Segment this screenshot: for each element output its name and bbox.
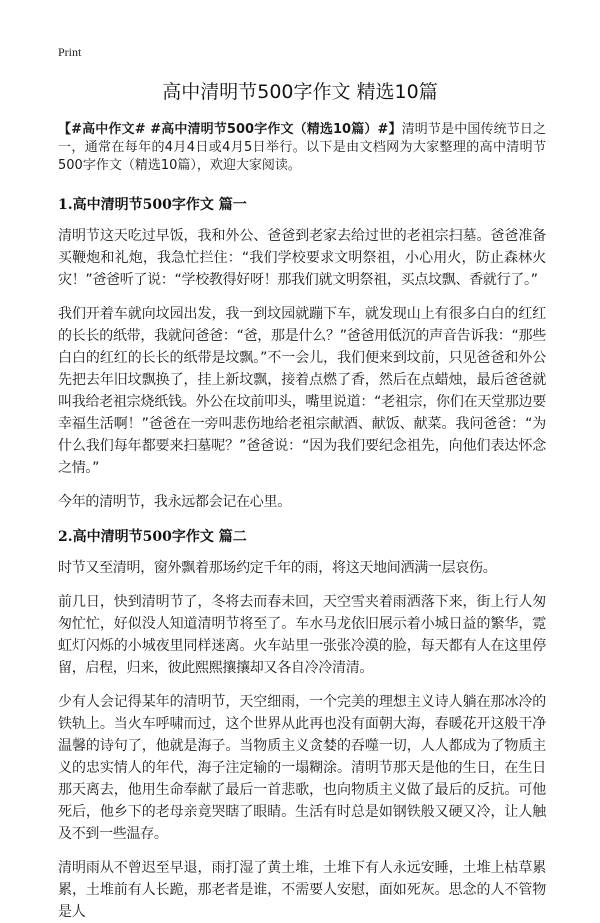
section-2-paragraph-3: 少有人会记得某年的清明节，天空细雨，一个完美的理想主义诗人躺在那冰冷的铁轨上。当火车呼啸而过，这个世界从此再也没有面朝大海，春暖花开这般干净温馨的诗句了，他就是海子。当物质主义贪婪的吞噬一切，人人都成为了物质主义的忠实情人的年代，海子注定输的一塌糊涂。清明节那天是他的生日，在生日那天离去，他用生命奉献了最后一首悲歌，也向物质主义做了最后的反抗。可他死后，他乡下的老母亲竟哭瞎了眼睛。生活有时总是如钢铁般又硬又冷，让人触及不到一些温存。 (58, 694, 546, 842)
intro-text: 清明节是中国传统节日之一，通常在每年的4月4日或4月5日举行。以下是由文档网为大家整理的高中清明节500字作文（精选10篇），欢迎大家阅读。 (58, 122, 546, 173)
section-1-paragraph-3: 今年的清明节，我永远都会记在心里。 (58, 494, 291, 510)
print-label[interactable]: Print (58, 45, 82, 59)
section-1-paragraph-2: 我们开着车就向坟园出发，我一到坟园就蹦下车，就发现山上有很多白白的红红的长长的纸带，我就问爸爸：“爸，那是什么？”爸爸用低沉的声音告诉我：“那些白白的红红的长长的纸带是坟飘。”不一会儿，我们便来到坟前，只见爸爸和外公先把去年旧坟飘换了，挂上新坟飘，接着点燃了香，然后在点蜡烛，最后爸爸就叫我给老祖宗烧纸钱。外公在坟前叩头，嘴里说道：“老祖宗，你们在天堂那边要幸福生活啊！”爸爸在一旁叫悲伤地给老祖宗献酒、献饭、献菜。我问爸爸：“为什么我们每年都要来扫墓呢？”爸爸说：“因为我们要纪念祖先，向他们表达怀念之情。” (58, 306, 546, 476)
section-2-paragraph-1: 时节又至清明，窗外飘着那场约定千年的雨，将这天地间洒满一层哀伤。 (58, 560, 497, 576)
document-body (58, 121, 546, 923)
page-title: 高中清明节500字作文 精选10篇 (162, 81, 438, 103)
intro-tag: 【#高中作文# #高中清明节500字作文（精选10篇）#】 (58, 122, 402, 137)
section-2-paragraph-2: 前几日，快到清明节了，冬将去而春未回，天空雪夹着雨洒落下来，街上行人匆匆忙忙，好似没人知道清明节将至了。车水马龙依旧展示着小城日益的繁华，霓虹灯闪烁的小城夜里同样迷离。火车站里一张张冷漠的脸，每天都有人在这里停留，启程，归来，彼此熙熙攘攘却又各自冷冷清清。 (58, 594, 546, 676)
section-1-paragraph-1: 清明节这天吃过早饭，我和外公、爸爸到老家去给过世的老祖宗扫墓。爸爸准备买鞭炮和礼炮，我急忙拦住：“我们学校要求文明祭祖，小心用火，防止森林火灾！”爸爸听了说：“学校教得好呀！那我们就文明祭祖，买点坟飘、香就行了。” (58, 228, 546, 288)
section-heading-1: 1.高中清明节500字作文 篇一 (58, 197, 247, 213)
intro-paragraph (58, 121, 546, 175)
section-2-paragraph-4: 清明雨从不曾迟至早退，雨打湿了黄土堆，土堆下有人永远安睡，土堆上枯草累累，土堆前有人长跪，那老者是谁，不需要人安慰，面如死灰。思念的人不管物是人 (58, 860, 546, 920)
section-heading-2: 2.高中清明节500字作文 篇二 (58, 529, 247, 545)
